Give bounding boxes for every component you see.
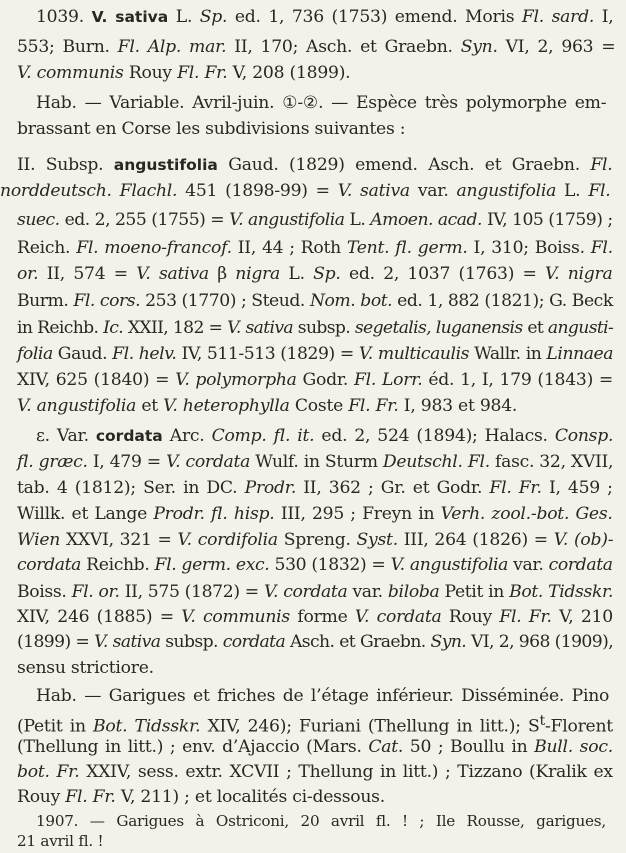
text-segment: Gaud. (1829) emend. Asch. et Graebn. xyxy=(217,155,591,175)
text-segment: Willk. et Lange xyxy=(17,504,154,524)
italic-text: Consp. xyxy=(554,426,614,446)
italic-text: Fl. helv. xyxy=(112,344,177,364)
italic-text: Fl. sard. xyxy=(521,7,595,27)
text-line xyxy=(17,398,517,415)
text-line xyxy=(17,121,405,138)
text-segment: III, 295 ; Freyn in xyxy=(274,504,441,524)
text-segment: Asch. et Graebn. xyxy=(285,632,431,652)
text-line xyxy=(36,814,606,829)
italic-text: V. multicaulis xyxy=(358,344,470,364)
text-segment: I, 310; Boiss. xyxy=(467,238,591,258)
text-line xyxy=(17,584,613,601)
text-segment: L. xyxy=(168,7,200,27)
text-segment: et xyxy=(136,396,164,416)
italic-text: Fl. Fr. xyxy=(499,607,552,627)
italic-text: Cat. xyxy=(368,737,404,757)
text-line xyxy=(17,454,613,471)
text-line xyxy=(17,65,350,82)
text-segment: Spreng. xyxy=(277,530,357,550)
italic-text: V. cordata xyxy=(354,607,442,627)
italic-text: Tent. fl. germ. xyxy=(346,238,468,258)
italic-text: fl. græc. xyxy=(17,452,88,472)
text-segment: in Reichb. xyxy=(17,318,104,338)
text-line xyxy=(17,320,613,337)
text-segment: XIV, 246); Furiani (Thellung in litt.); S xyxy=(200,716,540,737)
taxon-name: angustifolia xyxy=(113,156,218,174)
italic-text: suec. xyxy=(17,210,60,230)
text-segment: XIV, 625 (1840) = xyxy=(17,370,176,390)
italic-text: Fl. cors. xyxy=(73,291,141,311)
text-segment: et xyxy=(522,318,548,338)
italic-text: V. polymorpha xyxy=(175,370,297,390)
text-segment: Burm. xyxy=(17,291,74,311)
text-segment: L. xyxy=(556,181,589,201)
italic-text: norddeutsch. Flachl. xyxy=(0,181,178,201)
text-segment: II, 574 = xyxy=(38,264,137,284)
italic-text: V. communis xyxy=(17,63,124,83)
italic-text: V. sativa xyxy=(227,318,293,338)
text-segment: 530 (1832) = xyxy=(269,555,391,575)
italic-text: angustifolia xyxy=(456,181,557,201)
text-segment: var. xyxy=(409,181,457,201)
text-segment: tab. 4 (1812); Ser. in DC. xyxy=(17,478,245,498)
text-segment: I, xyxy=(594,7,614,27)
text-segment: II, 44 ; Roth xyxy=(231,238,347,258)
italic-text: Syn. xyxy=(460,37,498,57)
text-segment: (Thellung in litt.) ; env. d’Ajaccio (Mars. xyxy=(17,737,369,757)
text-segment: éd. 1, I, 179 (1843) = xyxy=(422,370,614,390)
italic-text: V. (ob)- xyxy=(553,530,614,550)
italic-text: V. heterophylla xyxy=(163,396,290,416)
italic-text: Fl. Fr. xyxy=(489,478,542,498)
italic-text: Deutschl. Fl. xyxy=(382,452,490,472)
italic-text: Prodr. xyxy=(244,478,297,498)
italic-text: bot. Fr. xyxy=(17,762,80,782)
text-segment: ed. 1, 882 (1821); G. Beck xyxy=(392,291,613,311)
text-line xyxy=(17,293,613,310)
text-segment: I, 479 = xyxy=(87,452,167,472)
text-segment: Wallr. in xyxy=(469,344,547,364)
text-segment: Wulf. in Sturm xyxy=(250,452,383,472)
text-segment: Rouy xyxy=(123,63,178,83)
text-segment: (Petit in xyxy=(17,716,93,737)
italic-text: Nom. bot. xyxy=(309,291,393,311)
text-line xyxy=(17,764,613,781)
italic-text: V. cordifolia xyxy=(177,530,278,550)
italic-text: Bot. Tidsskr. xyxy=(509,582,614,602)
italic-text: Fl. Fr. xyxy=(348,396,399,416)
text-segment: VI, 2, 968 (1909), xyxy=(466,632,614,652)
text-line xyxy=(17,660,154,677)
italic-text: or. xyxy=(17,264,39,284)
text-segment: 451 (1898-99) = xyxy=(177,181,338,201)
italic-text: cordata xyxy=(548,555,613,575)
text-segment: V, 211) ; et localités ci-dessous. xyxy=(115,787,385,807)
italic-text: Ic. xyxy=(103,318,124,338)
text-line xyxy=(17,506,613,523)
italic-text: Fl. Fr. xyxy=(177,63,228,83)
italic-text: V. communis xyxy=(181,607,290,627)
text-line xyxy=(36,9,613,26)
text-segment: II, 362 ; Gr. et Godr. xyxy=(296,478,490,498)
italic-text: Amoen. acad. xyxy=(370,210,482,230)
text-segment: Rouy xyxy=(17,787,66,807)
text-line xyxy=(36,95,606,112)
text-line xyxy=(17,834,103,849)
text-line xyxy=(17,39,615,56)
italic-text: folia xyxy=(17,344,53,364)
italic-text: segetalis, luganensis xyxy=(354,318,523,338)
text-segment: 253 (1770) ; Steud. xyxy=(140,291,310,311)
text-line xyxy=(17,240,613,257)
text-line xyxy=(17,557,613,574)
text-segment: β xyxy=(208,264,236,284)
text-segment: Rouy xyxy=(441,607,500,627)
text-segment: V, 208 (1899). xyxy=(227,63,351,83)
text-line xyxy=(0,183,610,200)
text-segment: ed. 1, 736 (1753) emend. Moris xyxy=(227,7,522,27)
text-line xyxy=(17,212,613,229)
text-segment: XXII, 182 = xyxy=(123,318,228,338)
italic-text: Bull. soc. xyxy=(534,737,613,757)
italic-text: Fl. Fr. xyxy=(65,787,116,807)
italic-text: V. sativa xyxy=(136,264,209,284)
text-segment: 553; Burn. xyxy=(17,37,118,57)
text-segment: subsp. xyxy=(293,318,355,338)
italic-text: V. sativa xyxy=(94,632,161,652)
text-segment: Godr. xyxy=(296,370,354,390)
text-segment: III, 264 (1826) = xyxy=(397,530,554,550)
text-line xyxy=(17,714,613,736)
italic-text: biloba xyxy=(387,582,440,602)
text-segment: IV, 511-513 (1829) = xyxy=(176,344,359,364)
text-segment: ed. 2, 1037 (1763) = xyxy=(340,264,545,284)
text-segment: Coste xyxy=(289,396,349,416)
text-segment: II, 575 (1872) = xyxy=(119,582,264,602)
text-segment: -Florent xyxy=(545,716,613,737)
text-line xyxy=(17,266,613,283)
text-line xyxy=(17,739,613,756)
italic-text: nigra xyxy=(235,264,281,284)
italic-text: Sp. xyxy=(313,264,341,284)
text-line xyxy=(17,480,613,497)
text-segment: 50 ; Boullu in xyxy=(403,737,535,757)
text-line xyxy=(36,428,613,445)
text-segment: Reichb. xyxy=(81,555,155,575)
italic-text: Comp. fl. it. xyxy=(211,426,315,446)
text-segment: IV, 105 (1759) ; xyxy=(481,210,613,230)
italic-text: V. nigra xyxy=(545,264,613,284)
italic-text: Syn. xyxy=(430,632,467,652)
text-segment: XXVI, 321 = xyxy=(60,530,178,550)
text-line xyxy=(17,609,613,626)
text-line xyxy=(17,157,613,174)
italic-text: V. angustifolia xyxy=(390,555,509,575)
italic-text: Fl. Lorr. xyxy=(354,370,423,390)
text-segment: t xyxy=(539,713,545,729)
italic-text: V. angustifolia xyxy=(17,396,137,416)
italic-text: Wien xyxy=(17,530,61,550)
text-segment: I, 983 et 984. xyxy=(398,396,518,416)
text-segment: I, 459 ; xyxy=(541,478,613,498)
text-segment: L. xyxy=(280,264,314,284)
text-segment: V, 210 xyxy=(551,607,613,627)
text-segment: (1899) = xyxy=(17,632,95,652)
text-segment: ε. Var. xyxy=(36,426,96,446)
text-segment: ed. 2, 524 (1894); Halacs. xyxy=(314,426,555,446)
text-segment: Petit in xyxy=(439,582,510,602)
italic-text: Prodr. fl. hisp. xyxy=(153,504,275,524)
text-segment: VI, 2, 963 = xyxy=(497,37,616,57)
italic-text: Fl. xyxy=(590,238,613,258)
text-segment: 21 avril fl. ! xyxy=(17,832,104,850)
text-segment: II, 170; Asch. et Graebn. xyxy=(226,37,461,57)
text-segment: Hab. — Variable. Avril-juin. ①-②. — Espèce très polymorphe em- xyxy=(36,93,607,113)
italic-text: cordata xyxy=(222,632,286,652)
italic-text: Fl. germ. exc. xyxy=(154,555,270,575)
italic-text: Fl. or. xyxy=(71,582,120,602)
italic-text: Sp. xyxy=(199,7,228,27)
text-segment: ed. 2, 255 (1755) = xyxy=(59,210,230,230)
text-segment: subsp. xyxy=(160,632,223,652)
text-segment: 1039. xyxy=(36,7,92,27)
taxon-name: V. sativa xyxy=(91,8,169,26)
italic-text: Bot. Tidsskr. xyxy=(92,716,201,737)
text-segment: 1907. — Garigues à Ostriconi, 20 avril fl. ! ; Ile Rousse, garigues, xyxy=(36,812,606,830)
italic-text: Verh. zool.-bot. Ges. xyxy=(440,504,613,524)
text-segment: forme xyxy=(290,607,355,627)
text-line xyxy=(36,688,609,705)
italic-text: Fl. moeno-francof. xyxy=(76,238,232,258)
italic-text: V. cordata xyxy=(263,582,348,602)
text-segment: Boiss. xyxy=(17,582,72,602)
text-line xyxy=(17,372,613,389)
text-segment: Gaud. xyxy=(52,344,113,364)
text-line xyxy=(17,634,613,651)
text-segment: XXIV, sess. extr. XCVII ; Thellung in litt.) ; Tizzano (Kralik ex xyxy=(79,762,613,782)
text-segment: fasc. 32, XVII, xyxy=(489,452,614,472)
text-segment: L. xyxy=(344,210,371,230)
taxon-name: cordata xyxy=(95,427,163,445)
italic-text: Linnaea xyxy=(546,344,614,364)
text-segment: brassant en Corse les subdivisions suivantes : xyxy=(17,119,406,139)
italic-text: V. angustifolia xyxy=(229,210,345,230)
text-segment: Reich. xyxy=(17,238,77,258)
italic-text: V. cordata xyxy=(166,452,251,472)
text-line xyxy=(17,532,613,549)
italic-text: angusti- xyxy=(547,318,614,338)
text-segment: Arc. xyxy=(162,426,212,446)
italic-text: cordata xyxy=(17,555,82,575)
italic-text: Fl. Alp. mar. xyxy=(117,37,227,57)
text-line xyxy=(17,789,385,806)
italic-text: Fl. xyxy=(588,181,611,201)
text-segment: var. xyxy=(508,555,549,575)
text-segment: Hab. — Garigues et friches de l’étage inférieur. Disséminée. Pino xyxy=(36,686,610,706)
text-segment: sensu strictiore. xyxy=(17,658,154,678)
italic-text: Fl. xyxy=(590,155,613,175)
italic-text: Syst. xyxy=(356,530,398,550)
text-segment: II. Subsp. xyxy=(17,155,114,175)
text-segment: var. xyxy=(347,582,388,602)
text-segment: XIV, 246 (1885) = xyxy=(17,607,182,627)
text-line xyxy=(17,346,613,363)
italic-text: V. sativa xyxy=(337,181,410,201)
